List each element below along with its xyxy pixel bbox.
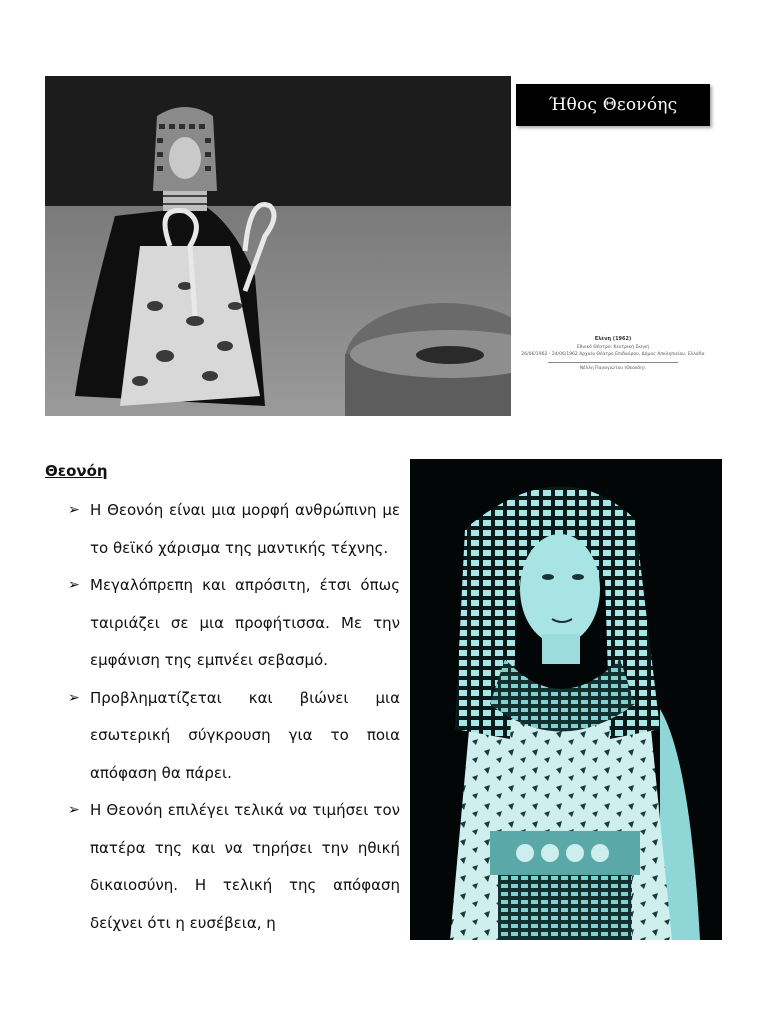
title-banner — [516, 84, 710, 126]
caption-title: Ελένη (1962) — [594, 336, 632, 342]
bullet-item — [68, 567, 400, 680]
title-banner-text: Ήθος Θεονόης — [548, 95, 678, 115]
bullet-text: Η Θεονόη επιλέγει τελικά να τιμήσει τον πατέρα της και να τηρήσει την ηθική δικαιοσύνη. Η τελική της απόφαση δείχνει ότι η ευσέβεια, η — [90, 801, 400, 932]
caption-divider — [548, 362, 678, 363]
arrowhead-bullet-icon: ➢ — [68, 577, 80, 593]
arrowhead-bullet-icon: ➢ — [68, 802, 80, 818]
photo-caption — [508, 336, 718, 372]
section-heading: Θεονόη — [45, 462, 108, 480]
arrowhead-bullet-icon: ➢ — [68, 689, 80, 706]
bullet-item — [68, 680, 400, 793]
caption-credit: Νέλλη Παναγιώτου (Θεονόη). — [579, 365, 647, 371]
bullet-text: Η Θεονόη είναι μια μορφή ανθρώπινη με το θεϊκό χάρισμα της μαντικής τέχνης. — [90, 501, 400, 557]
portrait-photo-right — [410, 459, 722, 940]
bullet-text: Προβληματίζεται και βιώνει μια εσωτερική σύγκρουση για το ποια απόφαση θα πάρει. — [90, 688, 400, 782]
bullet-text: Μεγαλόπρεπη και απρόσιτη, έτσι όπως ταιριάζει σε μια προφήτισσα. Με την εμφάνιση της εμπνέει σεβασμό. — [90, 576, 400, 669]
arrowhead-bullet-icon: ➢ — [68, 502, 80, 518]
caption-line: Εθνικό Θέατρο: Κεντρική Σκηνή — [576, 344, 650, 350]
bullet-item — [68, 792, 400, 942]
bullet-item — [68, 492, 400, 567]
caption-line: 26/06/1962 - 24/06/1962 Αρχαίο Θέατρο Επιδαύρου, Δήμος Ασκληπιείου, Ελλάδα — [521, 352, 705, 357]
stage-photo-top — [45, 76, 511, 416]
bullet-list — [68, 492, 400, 942]
